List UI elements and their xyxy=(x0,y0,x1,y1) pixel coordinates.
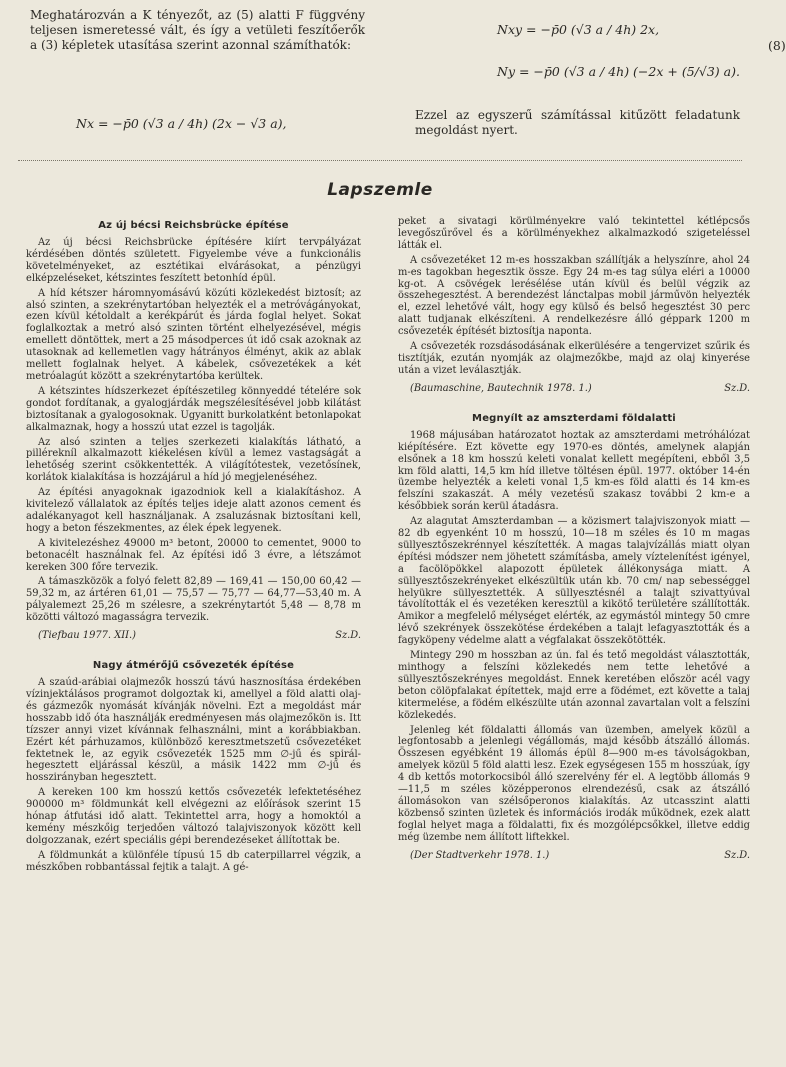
paragraph: Jelenleg két földalatti állomás van üzemben, amelyek közül a legfontosabb a jelenlegi végállomás, majd később átszálló állomás. Összesen egyébként 19 állomás épül 8—900 m-es távolságokban, amelyek közül 5 föld alatti lesz. Ezek egységesen 155 m hosszúak, így 4 db kettős motorkocsiból álló szerelvény fér el. A legtöbb állomás 9—11,5 m széles középperonos elrendezésű, csak az átszálló állomásokon van szélsőperonos kialakítás. Az utcasszint alatti közbenső szinten üzletek és információs irodák működnek, ezek alatt foglal helyet maga a földalatti, fix és mozgólépcsőkkel, illetve eddig még üzembe nem állított liftekkel. xyxy=(398,724,750,843)
article-source xyxy=(26,630,361,642)
paragraph: A csővezeték rozsdásodásának elkerülésére a tengervizet szűrik és tisztítják, ezután nyomják az olajmezőkbe, majd az olaj kinyerése után a vizet leválasztják. xyxy=(398,341,750,376)
top-left-block xyxy=(30,8,365,131)
signature: Sz.D. xyxy=(335,630,361,642)
article-title: Megnyílt az amszterdami földalatti xyxy=(472,412,676,424)
citation: (Der Stadtverkehr 1978. 1.) xyxy=(410,849,550,861)
paragraph: Az új bécsi Reichsbrücke építésére kiírt tervpályázat kérdésében döntés született. Figyelembe véve a funkcionális követelményeket, az esztétikai elvárásokat, a pénzügyi elképzeléseket, kétszintes feszített betonhíd épül. xyxy=(26,237,361,284)
paragraph: peket a sivatagi körülményekre való tekintettel kétlépcsős levegőszűrővel és a körülményekhez alkalmazkodó szigeteléssel látták el. xyxy=(398,216,750,251)
equation-nxy: Nxy = −p̄0 (√3 a / 4h) 2x, xyxy=(497,22,660,37)
section-divider xyxy=(18,160,742,161)
article-title: Az új bécsi Reichsbrücke építése xyxy=(98,220,289,231)
paragraph: Mintegy 290 m hosszban az ún. fal és tető megoldást választották, minthogy a felszíni közlekedés nem tette lehetővé a süllyesztőszekrényes megoldást. Ennek keretében először acél vagy beton cölöpfalakat építettek, majd erre a födémet, ezt követte a talaj kitermelése, a födém elkészülte után azonnal zavartalan volt a felszíni közlekedés. xyxy=(398,650,750,721)
signature: Sz.D. xyxy=(724,849,750,861)
paragraph: A csővezetéket 12 m-es hosszakban szállítják a helyszínre, ahol 24 m-es tagokban hegesztik össze. Egy 24 m-es tag súlya eléri a 10000 kg-ot. A csövégek lerésélése után kívül és belül végzik az összehegesztést. A berendezést lánctalpas mobil járművön helyezték el, ezzel lehetővé vált, hogy egy külső és belső hegesztést 30 perc alatt tudjanak elkészíteni. A rendelkezésre álló géppark 1200 m csővezeték építését biztosítja naponta. xyxy=(398,254,750,338)
top-section xyxy=(30,8,786,148)
equation-ny: Ny = −p̄0 (√3 a / 4h) (−2x + (5/√3) a). xyxy=(497,64,740,79)
citation: (Baumaschine, Bautechnik 1978. 1.) xyxy=(410,382,592,394)
left-column xyxy=(26,216,361,877)
equation-number: (8) xyxy=(768,38,786,53)
paragraph: A kivitelezéshez 49000 m³ betont, 20000 to cementet, 9000 to betonacélt használnak fel. Az építési idő 3 évre, a létszámot kereken 300 főre tervezik. xyxy=(26,537,361,573)
paragraph: 1968 májusában határozatot hoztak az amszterdami metróhálózat kiépítésére. Ezt követte egy 1970-es döntés, amelynek alapján elsőnek a 18 km hosszú keleti vonalat kellett megépíteni, ebből 3,5 km föld alatti, 14,5 km híd illetve töltésen épül. 1977. október 14-én üzembe helyezték a keleti vonal 1,5 km-es föld alatti és 14 km-es felszíni szakaszát. A mély vezetésű szakasz további 2 km-e a későbbiek során kerül átadásra. xyxy=(398,429,750,513)
paragraph: A kétszintes hídszerkezet építészetileg könnyeddé tételére sok gondot fordítanak, a gyalogjárdák megszélesítésével jobb kilátást biztosítanak a gyalogosoknak. Ugyanitt burkolatként betonlapokat alkalmaznak, hogy a hosszú utat ezzel is tagolják. xyxy=(26,385,361,433)
citation: (Tiefbau 1977. XII.) xyxy=(38,630,137,642)
right-column xyxy=(398,216,750,868)
signature: Sz.D. xyxy=(724,382,750,394)
paragraph: A támaszközök a folyó felett 82,89 — 169,41 — 150,00 60,42 — 59,32 m, az ártéren 61,01 — 75,57 — 75,77 — 64,77—53,40 m. A pályalemezt 25,26 m szélesre, a szekrénytartót 5,48 — 8,78 m közötti változó magasságra tervezik. xyxy=(26,576,361,624)
intro-paragraph: Meghatározván a K tényezőt, az (5) alatti F függvény teljesen ismeretessé vált, és így a vetületi feszítőerők a (3) képletek utasítása szerint azonnal számíthatók: xyxy=(30,8,365,52)
paragraph: A szaúd-arábiai olajmezők hosszú távú hasznosítása érdekében vízinjektálásos programot dolgoztak ki, amellyel a föld alatti olaj- és gázmezők nyomását kívánják növelni. Ezt a megoldást már hosszabb idő óta használják eredményesen más olajmezőkön is. Itt tízszer annyi vizet kívánnak felhasználni, mint a korábbiakban. Ezért két párhuzamos, különböző keresztmetszetű csővezetéket fektetnek le, az egyik csővezeték 1525 mm ∅-jű és spirál-hegesztett eljárással készül, a másik 1422 mm ∅-jű és hosszirányban hegesztett. xyxy=(26,677,361,784)
section-title: Lapszemle xyxy=(327,180,433,200)
paragraph: A kereken 100 km hosszú kettős csővezeték lefektetéséhez 900000 m³ földmunkát kell elvégezni az előírások szerint 15 hónap átfutási idő alatt. Tekintettel arra, hogy a homoktól a kemény mészkőig terjedően változó talajviszonyok között kell dolgozzanak, ezért speciális gépi berendezéseket állítottak be. xyxy=(26,787,361,846)
article-title: Nagy átmérőjű csővezeték építése xyxy=(92,660,295,672)
paragraph: A híd kétszer háromnyomásávú közúti közlekedést biztosít; az alsó szinten, a szekrénytartóban helyezték el a metróvágányokat, ezen kívül kétoldalt a kerékpárút és járda foglal helyet. Sokat foglalkoztak a metró alsó szinten történt elhelyezésével, mégis emellett döntöttek, mert a 25 másodperces út idő csak azoknak az utasoknak ad kellemetlen vagy hátrányos élményt, akik az ablak mellett foglalnak helyet. A kábelek, csővezetékek a két metróalagút között a szekrénytartóba kerültek. xyxy=(26,287,361,382)
paragraph: Az alsó szinten a teljes szerkezeti kialakítás látható, a pillérekníl alkalmazott kiékelésen kívül a lemez vastagságát a lehetőség szerint csökkentették. A világítótestek, vezetősínek, korlátok kialakítása is hozzájárul a híd jó megjelenéséhez. xyxy=(26,436,361,484)
article-source xyxy=(398,850,750,862)
article-source xyxy=(398,383,750,395)
paragraph: Az alagutat Amszterdamban — a közismert talajviszonyok miatt — 82 db egyenként 10 m hosszú, 10—18 m széles és 10 m magas süllyesztőszekrénnyel készítették. A magas talajvízállás miatt olyan építési módszer nem jöhetett számításba, amely víztelenítést igényel, a facölöpökkel alapozott épületek állékonysága miatt. A süllyesztőszekrényeket elkészültük után kb. 70 cm/ nap sebességgel helyükre süllyesztették. A süllyesztésnél a talajt szivattyúval távolították el és vezetéken keresztül a kikötő területére szállították. Amikor a megfelelő mélységet elérték, az egymástól mintegy 50 cmre lévő szekrények összekötése érdekében a talajt lefagyasztották és a fagyköpeny védelme alatt a végfalakat összekötötték. xyxy=(398,516,750,647)
paragraph: Az építési anyagoknak igazodniok kell a kialakításhoz. A kivitelező vállalatok az építés teljes ideje alatt azonos cement és adalékanyagot kell használjanak. A zsaluzásnak biztosítani kell, hogy a beton fészekmentes, az élek épek legyenek. xyxy=(26,487,361,534)
equation-nx: Nx = −p̄0 (√3 a / 4h) (2x − √3 a), xyxy=(76,116,287,131)
paragraph: A földmunkát a különféle típusú 15 db caterpillarrel végzik, a mészkőben robbantással fejtik a talajt. A gé- xyxy=(26,849,361,873)
closing-paragraph: Ezzel az egyszerű számítással kitűzött feladatunk megoldást nyert. xyxy=(415,108,740,137)
